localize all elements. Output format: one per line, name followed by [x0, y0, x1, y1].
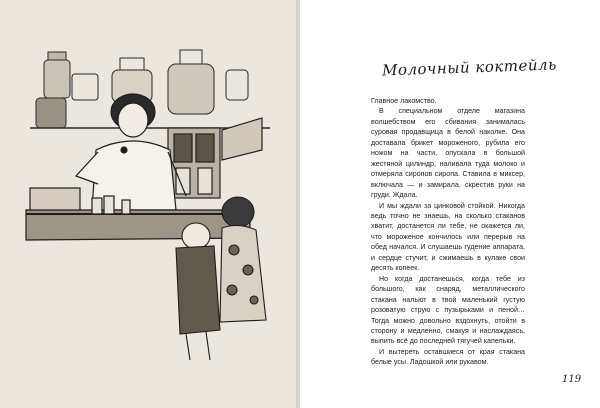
page-number: 119	[562, 374, 582, 385]
paragraph: Но когда достанешься, когда тебе из большого, как снаряд, металлического стакана нальют в твой маленький густую розоватую струю с пузырьками и пеной… Тогда можно довольно вздохнуть, отойти в сторону и медленно, смакуя и наслаждаясь, выпить всё до последней тягучей капельки.	[371, 274, 525, 346]
body-text	[371, 96, 525, 368]
paragraph: И мы ждали за цинковой стойкой. Никогда ведь точно не знаешь, на сколько стаканов хватит, достанется ли тебе, не окажется ли, что мороженое кончилось или перерыв на обед начался. И слушаешь гудение аппарата, и сердце стучит, и сжимаешь в кулаке свои десять копеек.	[371, 201, 525, 273]
paragraph: В специальном отделе магазина волшебством его сбивания занималась суровая продавщица в белой наколке. Она доставала брикет мороженого, рубила его ножом на части, опускала в большой жестяной цилиндр, наливала туда молоко и отмеряла сиропов сиропа. Ставила в миксер, включала — и замирала, скрестив руки на груди. Ждала.	[371, 107, 525, 200]
paragraph: Главное лакомство.	[371, 97, 437, 105]
paragraph: И вытереть оставшиеся от края стакана белые усы. Ладошкой или рукавом.	[371, 347, 525, 367]
right-page	[300, 0, 600, 408]
chapter-title: Молочный коктейль	[381, 55, 558, 80]
